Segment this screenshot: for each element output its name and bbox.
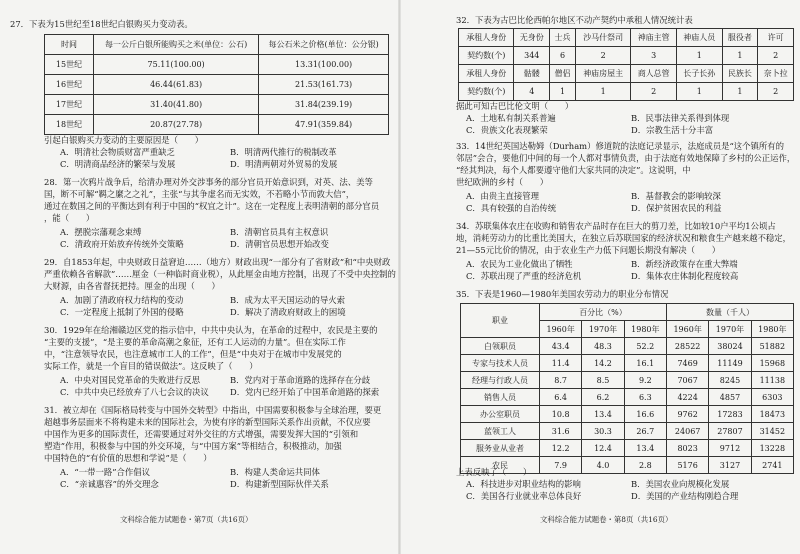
table-cell: 18473 — [751, 406, 793, 423]
table-row — [459, 65, 794, 83]
q29-line: 严重依赖各省解款”……厘金（一种临时商业税），从此厘金由地方控制，出现了不受中央控制的 — [44, 269, 396, 279]
table-cell: 无身份 — [514, 29, 550, 47]
table-cell: 10.8 — [540, 406, 582, 423]
table-cell: 17283 — [709, 406, 751, 423]
table-cell: 16.1 — [624, 355, 666, 372]
q27-table — [44, 34, 389, 135]
option-c[interactable]: C．“亲诚惠容”的外交理念 — [60, 479, 159, 489]
table-cell: 农民 — [461, 457, 540, 474]
q31-line: 超越事务层面来不将构建未来的国际社会，为使有序的新型国际关系作出贡献，不仅应要 — [44, 417, 371, 427]
table-cell: 销售人员 — [461, 389, 540, 406]
table-cell: 6.4 — [540, 389, 582, 406]
option-b[interactable]: B．明清两代推行的税制改革 — [230, 147, 337, 157]
table-cell: 1 — [550, 83, 576, 101]
table-cell: 8245 — [709, 372, 751, 389]
option-d[interactable]: D．宗教生活十分丰富 — [631, 125, 714, 135]
q28-text — [44, 176, 379, 224]
q30-line: 实际工作，就是一个盲目的错误做法”。这反映了（ ） — [44, 361, 258, 371]
q27-header-time: 时间 — [45, 35, 94, 55]
table-cell: 服役者 — [722, 29, 758, 47]
q34-line: 34．苏联集体农庄在收购和销售农产品时存在巨大的剪刀差，比如较10户平均1公顷占 — [456, 221, 776, 231]
table-cell: 奈卜拉 — [758, 65, 794, 83]
table-cell: 6.3 — [624, 389, 666, 406]
table-cell: 商人总管 — [631, 65, 677, 83]
q32-stem: 32．下表为古巴比伦西帕尔地区不动产契约中承租人情况统计表 — [456, 15, 693, 25]
table-cell: 3127 — [709, 457, 751, 474]
table-cell: 344 — [514, 47, 550, 65]
table-row — [45, 75, 389, 95]
table-cell: 1 — [575, 83, 630, 101]
table-cell: 1 — [722, 83, 758, 101]
option-c[interactable]: C．具有较强的自治传统 — [466, 203, 557, 213]
q30-options — [60, 374, 390, 398]
option-b[interactable]: B．成为太平天国运动的导火索 — [230, 295, 346, 305]
q29-line: 大财源，由各省督抚把持。厘金的出现（ ） — [44, 281, 220, 291]
table-row — [461, 304, 794, 321]
q34-line: 21—55元比价的情况，由于农业生产力低下问题长期没有解决（ ） — [456, 245, 721, 255]
table-cell: 2 — [631, 83, 677, 101]
table-cell: 17世纪 — [45, 95, 94, 115]
q35-table — [460, 303, 794, 474]
table-cell: 神庙主管 — [631, 29, 677, 47]
table-cell: 6303 — [751, 389, 793, 406]
table-cell: 52.2 — [624, 338, 666, 355]
option-d[interactable]: D．解决了清政府财政上的困境 — [230, 307, 346, 317]
option-c[interactable]: C．明清商品经济的繁荣与发展 — [60, 159, 176, 169]
table-cell: 14.2 — [582, 355, 624, 372]
table-cell: 契约数(个) — [459, 47, 514, 65]
q35-header-count: 数量（千人） — [666, 304, 793, 321]
table-row — [461, 355, 794, 372]
table-cell: 31452 — [751, 423, 793, 440]
table-cell: 承租人身份 — [459, 65, 514, 83]
table-cell: 1 — [722, 47, 758, 65]
table-cell: 办公室职员 — [461, 406, 540, 423]
table-cell: 2 — [758, 47, 794, 65]
q29-text — [44, 256, 396, 292]
q33-line: 邻居”会合，要他们中间的每一个人都对事情负责，由于法庭有效地保障了乡村的公正运作， — [456, 153, 796, 163]
q29-options — [60, 294, 390, 318]
table-cell: 8.7 — [540, 372, 582, 389]
table-row — [461, 440, 794, 457]
table-cell: 1 — [676, 83, 722, 101]
q34-options — [466, 258, 786, 282]
table-cell: 12.4 — [582, 440, 624, 457]
q27-ask: 引起白银购买力变动的主要原因是（ ） — [44, 135, 204, 145]
option-b[interactable]: B．民事法律关系得到体现 — [631, 113, 730, 123]
table-cell: 4.0 — [582, 457, 624, 474]
q28-line: 28．第一次鸦片战争后，给清办理对外交涉事务的部分官员开始意识到，对英、法、美等 — [44, 177, 373, 187]
table-cell: 2741 — [751, 457, 793, 474]
q28-options — [60, 226, 390, 250]
option-a[interactable]: A．农民为工业化做出了牺牲 — [466, 259, 573, 269]
q33-options — [466, 190, 786, 214]
table-cell: 15世纪 — [45, 55, 94, 75]
table-cell: 沙马什祭司 — [575, 29, 630, 47]
q28-line: 国，断不可解“羁之縻之之礼”，主张“与其争虚名而无实效，不若略小节而敦大信”， — [44, 189, 355, 199]
table-cell: 4857 — [709, 389, 751, 406]
option-a[interactable]: A．由贵主直接管理 — [466, 191, 540, 201]
table-cell: 28522 — [666, 338, 708, 355]
table-cell: 20.87(27.78) — [94, 115, 259, 135]
table-cell: 24067 — [666, 423, 708, 440]
table-cell: 12.2 — [540, 440, 582, 457]
q31-text — [44, 404, 381, 464]
q31-line: 中国特色的“有价值的思想和学说”是（ ） — [44, 453, 212, 463]
table-cell: 13.4 — [624, 440, 666, 457]
q28-line: 通过在数国之间的平衡达到有利于中国的“权宜之计”。这在一定程度上表明清朝的部分官员 — [44, 201, 380, 211]
table-cell: 经理与行政人员 — [461, 372, 540, 389]
q30-line: 30．1929年在给湘赣边区党的指示信中，中共中央认为，在革命的过程中，农民是主要的 — [44, 325, 378, 335]
q30-line: “主要的支援”，“是主要的革命高潮之象征，还有工人运动的力量”。但在实际工作 — [44, 337, 346, 347]
table-cell: 白领职员 — [461, 338, 540, 355]
table-cell: 服务业从业者 — [461, 440, 540, 457]
table-row — [45, 115, 389, 135]
option-d[interactable]: D．党内已经开始了中国革命道路的探索 — [230, 387, 380, 397]
option-c[interactable]: C．中共中央已经放弃了八七会议的决议 — [60, 387, 209, 397]
table-cell: 11149 — [709, 355, 751, 372]
q33-text — [456, 140, 795, 188]
option-a[interactable]: A．摆脱宗藩观念束缚 — [60, 227, 142, 237]
table-row — [459, 29, 794, 47]
table-cell: 契约数(个) — [459, 83, 514, 101]
q27-header-price: 每公石米之价格(单位：公分银) — [259, 35, 389, 55]
option-d[interactable]: D．集体农庄体制化程度较高 — [631, 271, 739, 281]
table-cell: 51882 — [751, 338, 793, 355]
table-cell: 神庙房屋主 — [575, 65, 630, 83]
q33-line: 世纪欧洲的乡村（ ） — [456, 177, 549, 187]
table-cell: 长子长孙 — [676, 65, 722, 83]
option-c[interactable]: C．一定程度上抵制了外国的侵略 — [60, 307, 184, 317]
q30-text — [44, 324, 377, 372]
table-cell: 31.84(239.19) — [259, 95, 389, 115]
table-cell: 11138 — [751, 372, 793, 389]
option-b[interactable]: B．美国农业向规模化发展 — [631, 479, 730, 489]
option-b[interactable]: B．党内对于革命道路的选择存在分歧 — [230, 375, 371, 385]
option-c[interactable]: C．苏联出现了严重的经济危机 — [466, 271, 582, 281]
option-c[interactable]: C．清政府开始放弃传统外交策略 — [60, 239, 184, 249]
q27-options — [60, 146, 390, 170]
table-cell: 21.53(161.73) — [259, 75, 389, 95]
option-a[interactable]: A．中央对国民党革命的失败进行反思 — [60, 375, 201, 385]
table-cell: 蓝领工人 — [461, 423, 540, 440]
table-cell: 许可 — [758, 29, 794, 47]
table-cell: 16世纪 — [45, 75, 94, 95]
table-cell: 13.31(100.00) — [259, 55, 389, 75]
option-b[interactable]: B．基督教会的影响较深 — [631, 191, 721, 201]
table-row — [461, 389, 794, 406]
table-cell: 9712 — [709, 440, 751, 457]
table-row — [459, 83, 794, 101]
table-cell: 1 — [676, 47, 722, 65]
option-b[interactable]: B．清朝官员具有主权意识 — [230, 227, 329, 237]
table-cell: 6 — [550, 47, 576, 65]
q34-line: 地，消耗劳动力的比重比美国大，在独立后苏联国家的经济状况和粮食生产越来越不稳定， — [456, 233, 791, 243]
q35-ask: 上表反映了（ ） — [456, 467, 532, 477]
table-cell: 1970年 — [582, 321, 624, 338]
table-cell: 26.7 — [624, 423, 666, 440]
table-row — [45, 55, 389, 75]
option-d[interactable]: D．构建新型国际伙伴关系 — [230, 479, 329, 489]
table-row — [45, 95, 389, 115]
q32-ask: 据此可知古巴比伦文明（ ） — [456, 101, 574, 111]
option-a[interactable]: A．“一带一路”合作倡议 — [60, 467, 150, 477]
table-row — [459, 47, 794, 65]
option-a[interactable]: A．加剧了清政府权力结构的变动 — [60, 295, 184, 305]
option-d[interactable]: D．保护贫困农民的利益 — [631, 203, 722, 213]
table-cell: 1960年 — [540, 321, 582, 338]
option-a[interactable]: A．明清社会物质财富严重缺乏 — [60, 147, 175, 157]
table-cell: 38024 — [709, 338, 751, 355]
q32-table — [458, 28, 794, 101]
option-a[interactable]: A．科技进步对职业结构的影响 — [466, 479, 581, 489]
table-cell: 16.6 — [624, 406, 666, 423]
q29-line: 29．自1853年起，中央财政日益窘迫……（地方）财政出现“一部分有了省财政”和“中央财政 — [44, 257, 391, 267]
option-d[interactable]: D．清朝官员思想开始改变 — [230, 239, 329, 249]
table-cell: 9762 — [666, 406, 708, 423]
table-cell: 1960年 — [666, 321, 708, 338]
table-cell: 6.2 — [582, 389, 624, 406]
table-cell: 5176 — [666, 457, 708, 474]
table-cell: 18世纪 — [45, 115, 94, 135]
q33-line: “经其判决，每个人都要遵守他们大家共同的决定”。这说明，中 — [456, 165, 691, 175]
q35-stem: 35．下表是1960—1980年美国农劳动力的职业分布情况 — [456, 289, 669, 299]
table-cell: 8.5 — [582, 372, 624, 389]
q31-line: 中国作为更多的国际责任，还需要通过对外交往的方式增强，需要发挥大国的“引领和 — [44, 429, 359, 439]
table-cell: 民族长 — [722, 65, 758, 83]
table-cell: 9.2 — [624, 372, 666, 389]
table-cell: 1980年 — [624, 321, 666, 338]
table-row — [461, 372, 794, 389]
table-row — [461, 406, 794, 423]
page-footer: 文科综合能力试题卷・第8页（共16页） — [540, 515, 673, 524]
q30-line: 中，“注意领导农民，也注意城市工人的工作”，但是“中央对于在城市中发展党的 — [44, 349, 342, 359]
table-row — [461, 423, 794, 440]
table-cell: 僧侣 — [550, 65, 576, 83]
table-cell: 4224 — [666, 389, 708, 406]
table-cell: 1970年 — [709, 321, 751, 338]
option-c[interactable]: C．贵族文化表现繁荣 — [466, 125, 548, 135]
page-footer: 文科综合能力试题卷・第7页（共16页） — [120, 515, 253, 524]
table-cell: 神庙人员 — [676, 29, 722, 47]
table-cell: 43.4 — [540, 338, 582, 355]
table-cell: 7.9 — [540, 457, 582, 474]
q31-options — [60, 466, 390, 490]
table-cell: 47.91(359.84) — [259, 115, 389, 135]
q32-options — [466, 112, 786, 136]
q27-stem: 27．下表为15世纪至18世纪白银购买力变动表。 — [10, 19, 193, 29]
q28-line: ，能（ ） — [44, 213, 95, 223]
table-cell: 31.6 — [540, 423, 582, 440]
table-cell: 27807 — [709, 423, 751, 440]
table-cell: 46.44(61.83) — [94, 75, 259, 95]
table-cell: 3 — [631, 47, 677, 65]
option-b[interactable]: B．构建人类命运共同体 — [230, 467, 320, 477]
table-cell: 75.11(100.00) — [94, 55, 259, 75]
q35-options — [466, 478, 786, 502]
q31-line: 塑造”作用，积极参与中国的外交环境，与“中国方案”等相结合，积极推动，加强 — [44, 441, 342, 451]
q35-header-percent: 百分比（%） — [540, 304, 667, 321]
table-cell: 2 — [575, 47, 630, 65]
table-cell: 30.3 — [582, 423, 624, 440]
table-cell: 31.40(41.80) — [94, 95, 259, 115]
table-cell: 骷髅 — [514, 65, 550, 83]
option-d[interactable]: D．明清两朝对外贸易的发展 — [230, 159, 338, 169]
q35-header-job: 职业 — [461, 304, 540, 338]
table-row — [461, 338, 794, 355]
table-cell: 2.8 — [624, 457, 666, 474]
table-cell: 专家与技术人员 — [461, 355, 540, 372]
right-page — [400, 0, 800, 554]
table-cell: 1980年 — [751, 321, 793, 338]
table-cell: 7067 — [666, 372, 708, 389]
q33-line: 33．14世纪英国达勒姆（Durham）修道院的法庭记录显示，法庭成员是“这个镇所有的 — [456, 141, 785, 151]
option-d[interactable]: D．美国的产业结构刚趋合理 — [631, 491, 739, 501]
table-cell: 4 — [514, 83, 550, 101]
table-cell: 15968 — [751, 355, 793, 372]
table-cell: 48.3 — [582, 338, 624, 355]
option-c[interactable]: C．美国各行业就业率总体良好 — [466, 491, 582, 501]
table-cell: 8023 — [666, 440, 708, 457]
table-cell: 2 — [758, 83, 794, 101]
q27-header-rice: 每一公斤白银所能购买之米(单位：公石) — [94, 35, 259, 55]
q34-text — [456, 220, 791, 256]
table-cell: 11.4 — [540, 355, 582, 372]
table-cell: 7469 — [666, 355, 708, 372]
option-b[interactable]: B．新经济政策存在重大弊端 — [631, 259, 738, 269]
table-cell: 13228 — [751, 440, 793, 457]
table-cell: 13.4 — [582, 406, 624, 423]
table-cell: 士兵 — [550, 29, 576, 47]
option-a[interactable]: A．土地私有制关系普遍 — [466, 113, 556, 123]
q31-line: 31．被立却在《国际格局转变与中国外交转型》中指出，中国需要积极参与全球治理，要更 — [44, 405, 382, 415]
table-cell: 承租人身份 — [459, 29, 514, 47]
